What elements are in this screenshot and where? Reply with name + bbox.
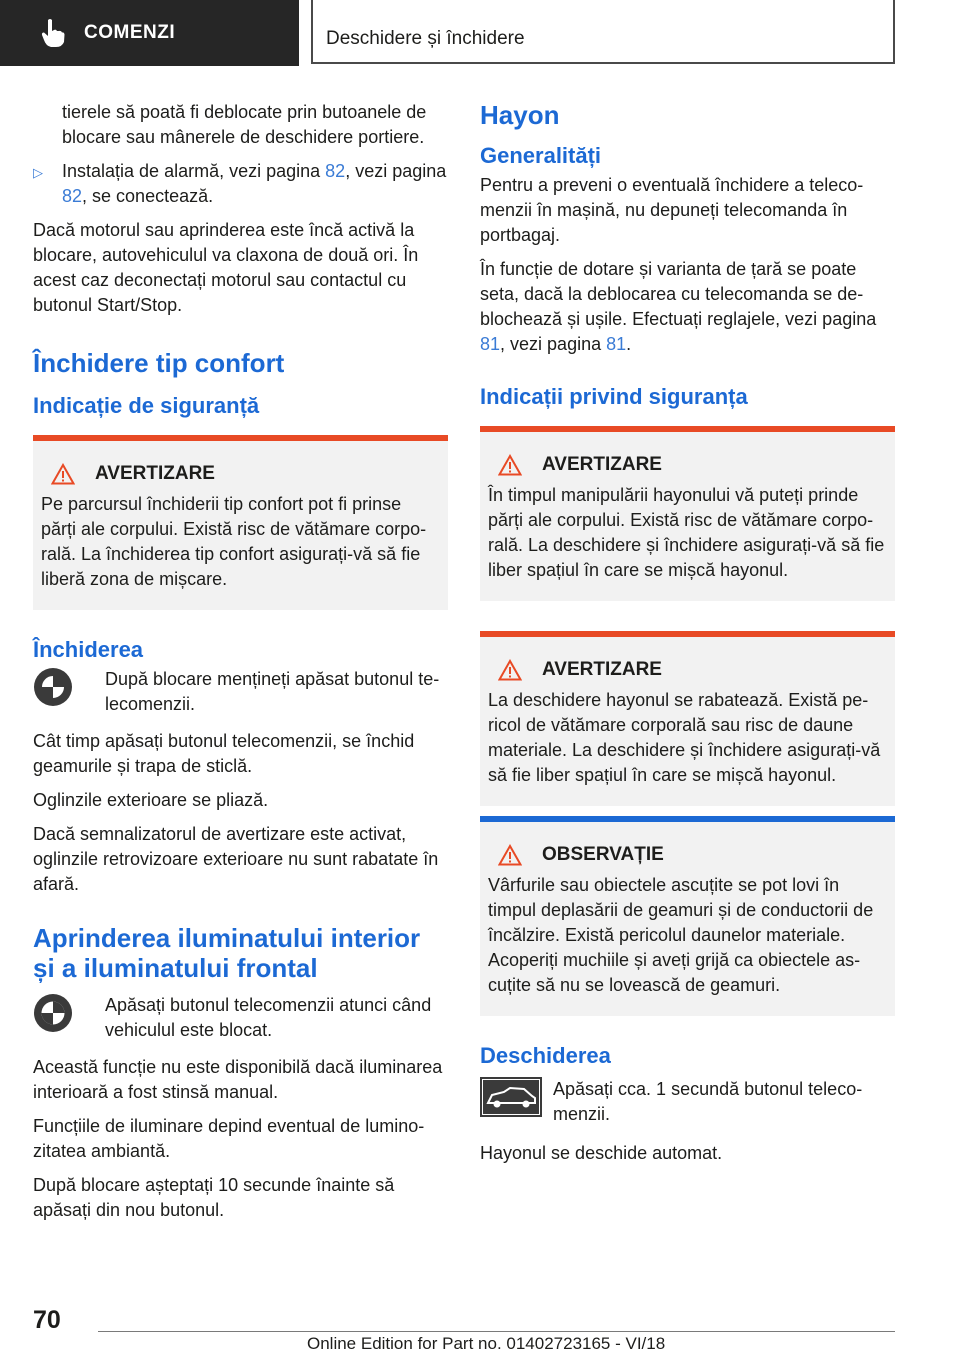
edition-note: Online Edition for Part no. 01402723165 - VI/18 — [307, 1334, 666, 1353]
icon-instruction — [480, 1077, 895, 1127]
notice-box — [480, 816, 895, 1016]
instruction-text: Apăsați cca. 1 secundă butonul telecomenzii. — [553, 1079, 863, 1124]
paragraph: Hayonul se deschide automat. — [480, 1143, 723, 1163]
notice-text: Vârfurile sau obiectele ascuțite se pot lovi în timpul deplasării de geamuri și de conductorii de încălzire. Există pericolul daunelor materiale. Acoperiți muchiile și aveți grijă ca obiectele ascuțite să nu se lovească de geamuri. — [488, 875, 874, 995]
page-link[interactable]: 82 — [62, 186, 83, 206]
paragraph: După blocare așteptați 10 secunde înainte să apăsați din nou butonul. — [33, 1175, 395, 1220]
warning-text: În timpul manipulării hayonului vă puteți prinde părți ale corpului. Există risc de vătămare corporală. La deschidere și închidere asigurați-vă să fie liber spațiul în care se mișcă hayonul. — [488, 485, 885, 580]
footer-divider — [98, 1331, 895, 1332]
warning-title: AVERTIZARE — [95, 463, 215, 484]
page-header — [0, 0, 960, 66]
triangle-bullet-icon: ▷ — [33, 165, 43, 180]
warning-text: La deschidere hayonul se rabatează. Există pericol de vătămare corporală sau risc de daune materiale. La deschidere și închidere asigurați-vă să fie liber spațiul în care se mișcă hayonul. — [488, 690, 881, 785]
warning-icon — [498, 454, 522, 476]
page-link[interactable]: 82 — [325, 161, 346, 181]
tab-commands[interactable] — [0, 0, 299, 66]
warning-title: AVERTIZARE — [542, 454, 662, 475]
warning-title: AVERTIZARE — [542, 659, 662, 680]
left-column — [33, 100, 448, 1232]
page-link[interactable]: 81 — [606, 334, 627, 354]
list-item-text: Instalația de alarmă, vezi pagina 82, vezi pagina 82, se conectează. — [62, 161, 447, 206]
heading-tailgate: Hayon — [480, 100, 560, 130]
icon-instruction — [33, 993, 448, 1043]
page-number: 70 — [33, 1306, 61, 1334]
right-column — [480, 100, 895, 1175]
notice-title: OBSERVAȚIE — [542, 844, 664, 865]
heading-safety-note: Indicație de siguranță — [33, 393, 260, 418]
paragraph: Dacă semnalizatorul de avertizare este activat, oglinzile retrovizoare exterioare nu sunt rabatate în afară. — [33, 824, 439, 894]
heading-closing: Închiderea — [33, 637, 144, 662]
page-footer — [0, 1306, 960, 1362]
continued-bullet-text: tierele să poată fi deblocate prin butoanele de blocare sau mânerele de deschidere portiere. — [62, 102, 427, 147]
warning-box — [33, 435, 448, 610]
heading-lighting: Aprinderea iluminatului interior și a iluminatului frontal — [33, 923, 421, 983]
heading-safety-info: Indicații privind siguranța — [480, 384, 748, 409]
warning-icon — [51, 463, 75, 485]
instruction-text: După blocare mențineți apăsat butonul telecomenzii. — [105, 669, 440, 714]
bmw-key-icon — [33, 667, 73, 707]
paragraph: Pentru a preveni o eventuală închidere a telecomenzii în mașină, nu depuneți telecomanda în portbagaj. — [480, 175, 864, 245]
hand-icon — [40, 18, 66, 48]
paragraph: Funcțiile de iluminare depind eventual de luminozitatea ambiantă. — [33, 1116, 425, 1161]
warning-text: Pe parcursul închiderii tip confort pot fi prinse părți ale corpului. Există risc de vătămare corporală. La închiderea tip confort asigurați-vă să fie liberă zona de mișcare. — [41, 494, 427, 589]
icon-instruction — [33, 667, 448, 717]
heading-opening: Deschiderea — [480, 1043, 611, 1068]
heading-comfort-closing: Închidere tip confort — [33, 348, 285, 378]
paragraph: În funcție de dotare și varianta de țară se poate seta, dacă la deblocarea cu telecomanda se deblochează și ușile. Efectuați reglajele, vezi pagina 81, vezi pagina 81. — [480, 259, 877, 354]
paragraph: Dacă motorul sau aprinderea este încă activă la blocare, autovehiculul va claxona de două ori. În acest caz deconectați motorul sau contactul cu butonul Start/Stop. — [33, 220, 419, 315]
paragraph: Această funcție nu este disponibilă dacă iluminarea interioară a fost stinsă manual. — [33, 1057, 443, 1102]
paragraph: Oglinzile exterioare se pliază. — [33, 790, 269, 810]
warning-icon — [498, 844, 522, 866]
warning-box — [480, 426, 895, 601]
page-link[interactable]: 81 — [480, 334, 501, 354]
warning-box — [480, 631, 895, 806]
tailgate-icon — [480, 1077, 542, 1117]
tab-commands-label: COMENZI — [84, 22, 176, 43]
bmw-key-icon — [33, 993, 73, 1033]
heading-general: Generalități — [480, 143, 602, 168]
list-item — [33, 159, 448, 209]
paragraph: Cât timp apăsați butonul telecomenzii, se închid geamurile și trapa de sticlă. — [33, 731, 415, 776]
warning-icon — [498, 659, 522, 681]
section-title: Deschidere și închidere — [311, 0, 895, 64]
instruction-text: Apăsați butonul telecomenzii atunci când vehiculul este blocat. — [105, 995, 432, 1040]
